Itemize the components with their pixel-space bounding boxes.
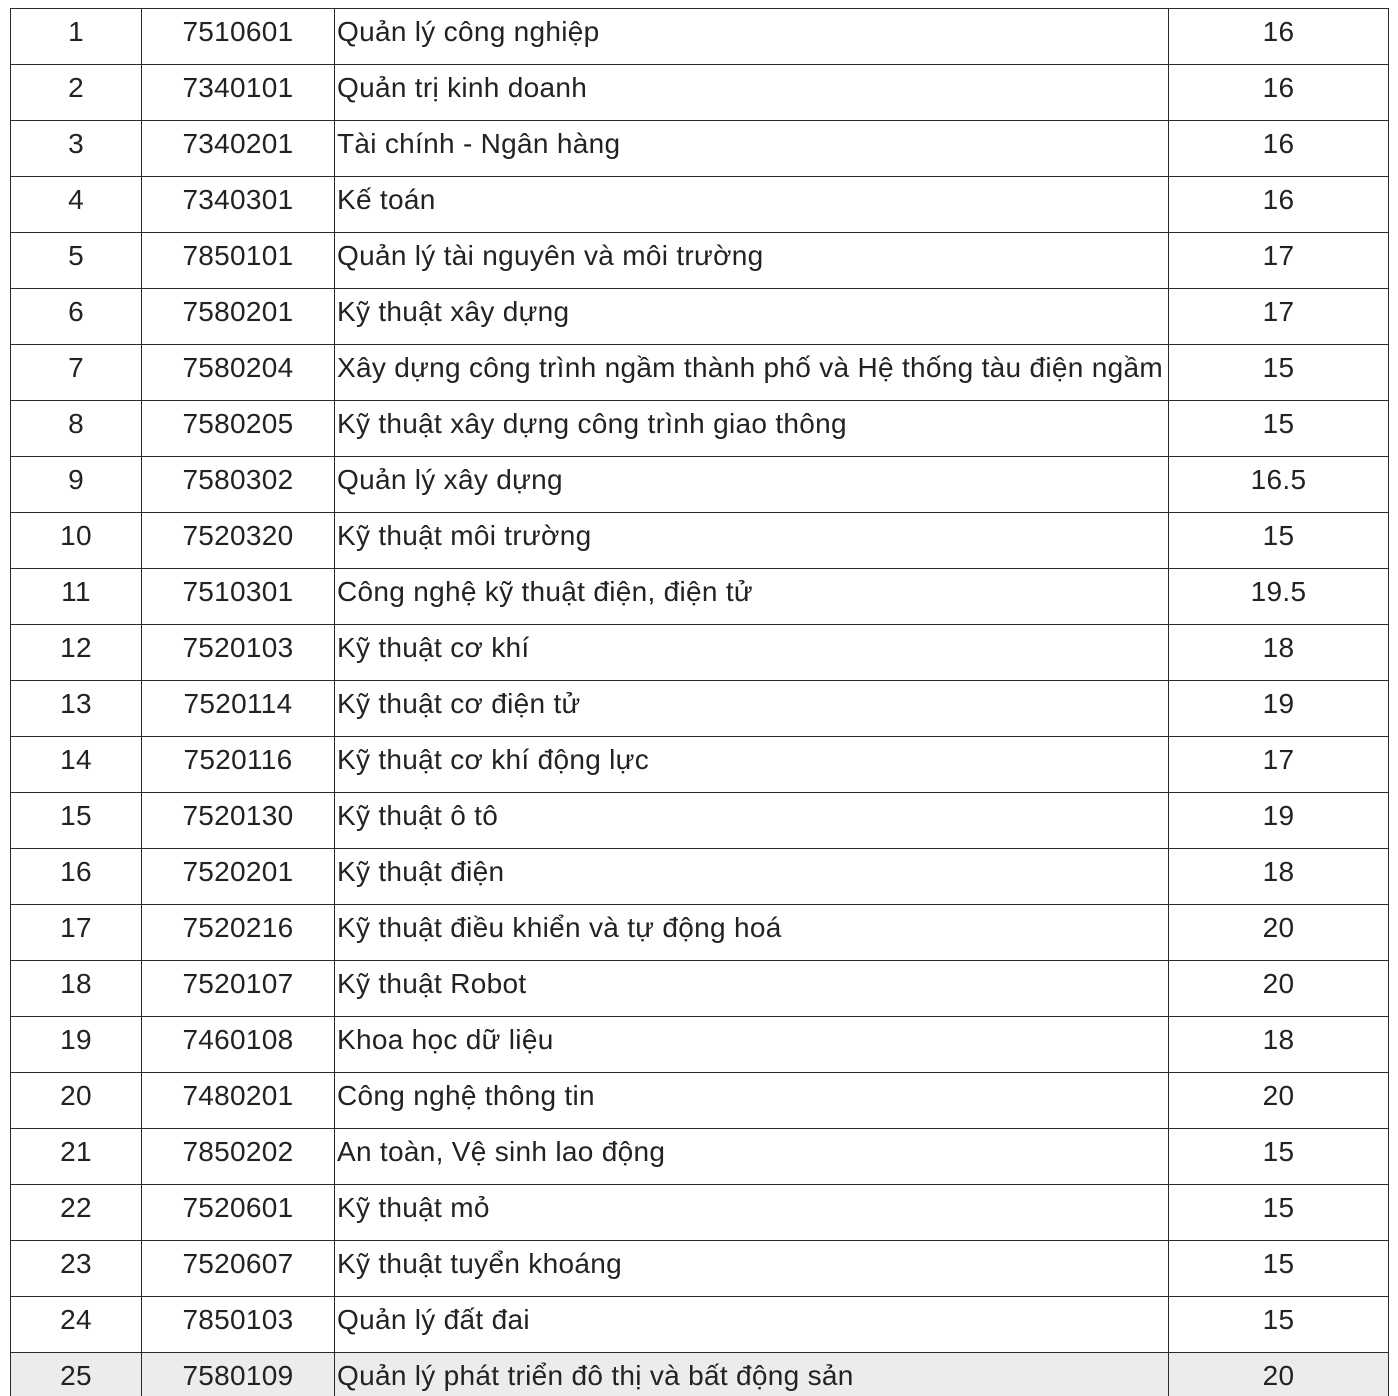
major-name-cell: Kỹ thuật điện bbox=[335, 849, 1169, 905]
major-code-cell: 7850101 bbox=[142, 233, 335, 289]
major-code-cell: 7510601 bbox=[142, 9, 335, 65]
major-name-cell: Xây dựng công trình ngầm thành phố và Hệ thống tàu điện ngầm bbox=[335, 345, 1169, 401]
major-code-cell: 7520201 bbox=[142, 849, 335, 905]
row-number-cell: 6 bbox=[11, 289, 142, 345]
score-cell: 15 bbox=[1169, 1185, 1389, 1241]
major-name-cell: Quản lý phát triển đô thị và bất động sản bbox=[335, 1353, 1169, 1396]
major-code-cell: 7520601 bbox=[142, 1185, 335, 1241]
major-name-cell: Kỹ thuật xây dựng bbox=[335, 289, 1169, 345]
major-code-cell: 7520103 bbox=[142, 625, 335, 681]
row-number-cell: 19 bbox=[11, 1017, 142, 1073]
row-number-cell: 2 bbox=[11, 65, 142, 121]
score-cell: 19.5 bbox=[1169, 569, 1389, 625]
row-number-cell: 8 bbox=[11, 401, 142, 457]
row-number-cell: 17 bbox=[11, 905, 142, 961]
row-number-cell: 5 bbox=[11, 233, 142, 289]
table-row bbox=[11, 457, 1389, 513]
major-name-cell: Kế toán bbox=[335, 177, 1169, 233]
row-number-cell: 23 bbox=[11, 1241, 142, 1297]
major-name-cell: Kỹ thuật Robot bbox=[335, 961, 1169, 1017]
table-row bbox=[11, 289, 1389, 345]
major-code-cell: 7460108 bbox=[142, 1017, 335, 1073]
row-number-cell: 11 bbox=[11, 569, 142, 625]
row-number-cell: 22 bbox=[11, 1185, 142, 1241]
major-name-cell: Kỹ thuật cơ khí động lực bbox=[335, 737, 1169, 793]
row-number-cell: 15 bbox=[11, 793, 142, 849]
major-code-cell: 7850202 bbox=[142, 1129, 335, 1185]
major-code-cell: 7340101 bbox=[142, 65, 335, 121]
table-row bbox=[11, 961, 1389, 1017]
major-code-cell: 7580201 bbox=[142, 289, 335, 345]
table-row bbox=[11, 9, 1389, 65]
table-row bbox=[11, 737, 1389, 793]
major-code-cell: 7580109 bbox=[142, 1353, 335, 1396]
major-name-cell: Kỹ thuật xây dựng công trình giao thông bbox=[335, 401, 1169, 457]
table-row bbox=[11, 625, 1389, 681]
major-name-cell: Quản lý xây dựng bbox=[335, 457, 1169, 513]
major-code-cell: 7520607 bbox=[142, 1241, 335, 1297]
score-cell: 18 bbox=[1169, 849, 1389, 905]
table-row bbox=[11, 569, 1389, 625]
major-code-cell: 7480201 bbox=[142, 1073, 335, 1129]
table-row bbox=[11, 345, 1389, 401]
table-row bbox=[11, 793, 1389, 849]
row-number-cell: 16 bbox=[11, 849, 142, 905]
score-cell: 16 bbox=[1169, 121, 1389, 177]
row-number-cell: 18 bbox=[11, 961, 142, 1017]
major-code-cell: 7520130 bbox=[142, 793, 335, 849]
table-row bbox=[11, 233, 1389, 289]
score-cell: 20 bbox=[1169, 905, 1389, 961]
major-name-cell: Kỹ thuật mỏ bbox=[335, 1185, 1169, 1241]
score-cell: 19 bbox=[1169, 681, 1389, 737]
score-cell: 20 bbox=[1169, 961, 1389, 1017]
table-row bbox=[11, 177, 1389, 233]
row-number-cell: 1 bbox=[11, 9, 142, 65]
score-cell: 15 bbox=[1169, 1129, 1389, 1185]
table-row bbox=[11, 1017, 1389, 1073]
major-code-cell: 7510301 bbox=[142, 569, 335, 625]
row-number-cell: 21 bbox=[11, 1129, 142, 1185]
score-cell: 15 bbox=[1169, 401, 1389, 457]
major-name-cell: Kỹ thuật điều khiển và tự động hoá bbox=[335, 905, 1169, 961]
table-row bbox=[11, 401, 1389, 457]
row-number-cell: 24 bbox=[11, 1297, 142, 1353]
major-name-cell: Tài chính - Ngân hàng bbox=[335, 121, 1169, 177]
score-cell: 18 bbox=[1169, 1017, 1389, 1073]
row-number-cell: 14 bbox=[11, 737, 142, 793]
major-name-cell: Quản lý tài nguyên và môi trường bbox=[335, 233, 1169, 289]
row-number-cell: 9 bbox=[11, 457, 142, 513]
table-row bbox=[11, 1129, 1389, 1185]
table-row bbox=[11, 1297, 1389, 1353]
table-row bbox=[11, 513, 1389, 569]
score-cell: 17 bbox=[1169, 289, 1389, 345]
major-name-cell: Quản lý đất đai bbox=[335, 1297, 1169, 1353]
major-name-cell: Kỹ thuật tuyển khoáng bbox=[335, 1241, 1169, 1297]
major-code-cell: 7520114 bbox=[142, 681, 335, 737]
row-number-cell: 25 bbox=[11, 1353, 142, 1396]
major-code-cell: 7520116 bbox=[142, 737, 335, 793]
score-cell: 17 bbox=[1169, 233, 1389, 289]
major-name-cell: Công nghệ thông tin bbox=[335, 1073, 1169, 1129]
major-name-cell: Quản lý công nghiệp bbox=[335, 9, 1169, 65]
major-name-cell: Quản trị kinh doanh bbox=[335, 65, 1169, 121]
table-body bbox=[11, 9, 1389, 1396]
major-name-cell: Kỹ thuật cơ khí bbox=[335, 625, 1169, 681]
major-name-cell: Công nghệ kỹ thuật điện, điện tử bbox=[335, 569, 1169, 625]
table-row bbox=[11, 905, 1389, 961]
score-cell: 15 bbox=[1169, 513, 1389, 569]
score-cell: 16 bbox=[1169, 177, 1389, 233]
table-row bbox=[11, 1073, 1389, 1129]
major-name-cell: Kỹ thuật ô tô bbox=[335, 793, 1169, 849]
major-name-cell: Kỹ thuật cơ điện tử bbox=[335, 681, 1169, 737]
score-cell: 15 bbox=[1169, 1297, 1389, 1353]
major-name-cell: Khoa học dữ liệu bbox=[335, 1017, 1169, 1073]
score-cell: 15 bbox=[1169, 345, 1389, 401]
score-cell: 18 bbox=[1169, 625, 1389, 681]
row-number-cell: 12 bbox=[11, 625, 142, 681]
score-cell: 16 bbox=[1169, 65, 1389, 121]
row-number-cell: 10 bbox=[11, 513, 142, 569]
major-code-cell: 7340201 bbox=[142, 121, 335, 177]
table-row bbox=[11, 65, 1389, 121]
table-row bbox=[11, 1241, 1389, 1297]
score-cell: 20 bbox=[1169, 1073, 1389, 1129]
major-code-cell: 7850103 bbox=[142, 1297, 335, 1353]
score-cell: 17 bbox=[1169, 737, 1389, 793]
major-code-cell: 7520107 bbox=[142, 961, 335, 1017]
table-row bbox=[11, 1353, 1389, 1396]
major-code-cell: 7580204 bbox=[142, 345, 335, 401]
table-row bbox=[11, 1185, 1389, 1241]
major-code-cell: 7580302 bbox=[142, 457, 335, 513]
row-number-cell: 3 bbox=[11, 121, 142, 177]
row-number-cell: 13 bbox=[11, 681, 142, 737]
major-code-cell: 7520216 bbox=[142, 905, 335, 961]
score-cell: 15 bbox=[1169, 1241, 1389, 1297]
score-cell: 16 bbox=[1169, 9, 1389, 65]
major-name-cell: An toàn, Vệ sinh lao động bbox=[335, 1129, 1169, 1185]
score-cell: 20 bbox=[1169, 1353, 1389, 1396]
major-name-cell: Kỹ thuật môi trường bbox=[335, 513, 1169, 569]
major-code-cell: 7340301 bbox=[142, 177, 335, 233]
score-cell: 16.5 bbox=[1169, 457, 1389, 513]
table-row bbox=[11, 849, 1389, 905]
row-number-cell: 7 bbox=[11, 345, 142, 401]
row-number-cell: 20 bbox=[11, 1073, 142, 1129]
major-code-cell: 7520320 bbox=[142, 513, 335, 569]
row-number-cell: 4 bbox=[11, 177, 142, 233]
admission-score-table bbox=[10, 8, 1389, 1396]
table-row bbox=[11, 681, 1389, 737]
table-row bbox=[11, 121, 1389, 177]
major-code-cell: 7580205 bbox=[142, 401, 335, 457]
score-cell: 19 bbox=[1169, 793, 1389, 849]
